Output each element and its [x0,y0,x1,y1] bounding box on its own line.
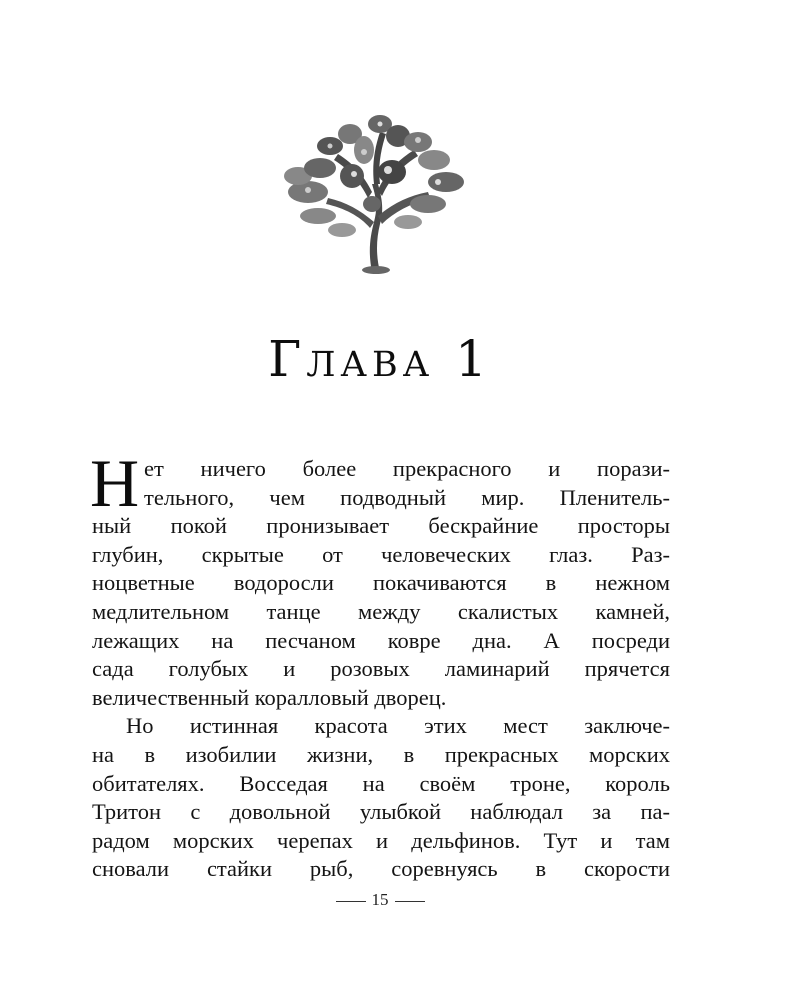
text-line: ный покой пронизывает бескрайние просторы [92,513,670,539]
text-line: медлительном танце между скалистых камней, [92,598,670,624]
drop-cap-letter: Н [90,445,140,521]
text-line: лежащих на песчаном ковре дна. А посреди [92,627,670,653]
page-number-footer [0,890,760,910]
text-line: величественный коралловый дворец. [92,684,447,710]
text-line: тельного, чем подводный мир. Пленитель- [144,484,670,510]
chapter-title: Глава 1 [268,330,492,388]
text-line: сада голубых и розовых ламинарий прячется [92,656,670,682]
text-line: сновали стайки рыб, соревнуясь в скорости [92,856,670,882]
page-number-dash-right [395,901,425,902]
body-text [90,445,670,884]
text-line: Но истинная красота этих мест заключе- [126,713,670,739]
text-line: ет ничего более прекрасного и порази- [144,456,670,481]
page-number-dash-left [336,901,366,902]
text-line: на в изобилии жизни, в прекрасных морских [92,741,670,767]
coral-icon [268,112,472,274]
text-line: радом морских черепах и дельфинов. Тут и там [92,827,670,853]
text-line: обитателях. Восседая на своём троне, король [92,770,670,796]
text-line: глубин, скрытые от человеческих глаз. Раз- [92,541,670,567]
text-line: ноцветные водоросли покачиваются в нежном [92,570,670,596]
text-line: Тритон с довольной улыбкой наблюдал за па- [92,799,670,825]
page-number: 15 [371,890,389,909]
